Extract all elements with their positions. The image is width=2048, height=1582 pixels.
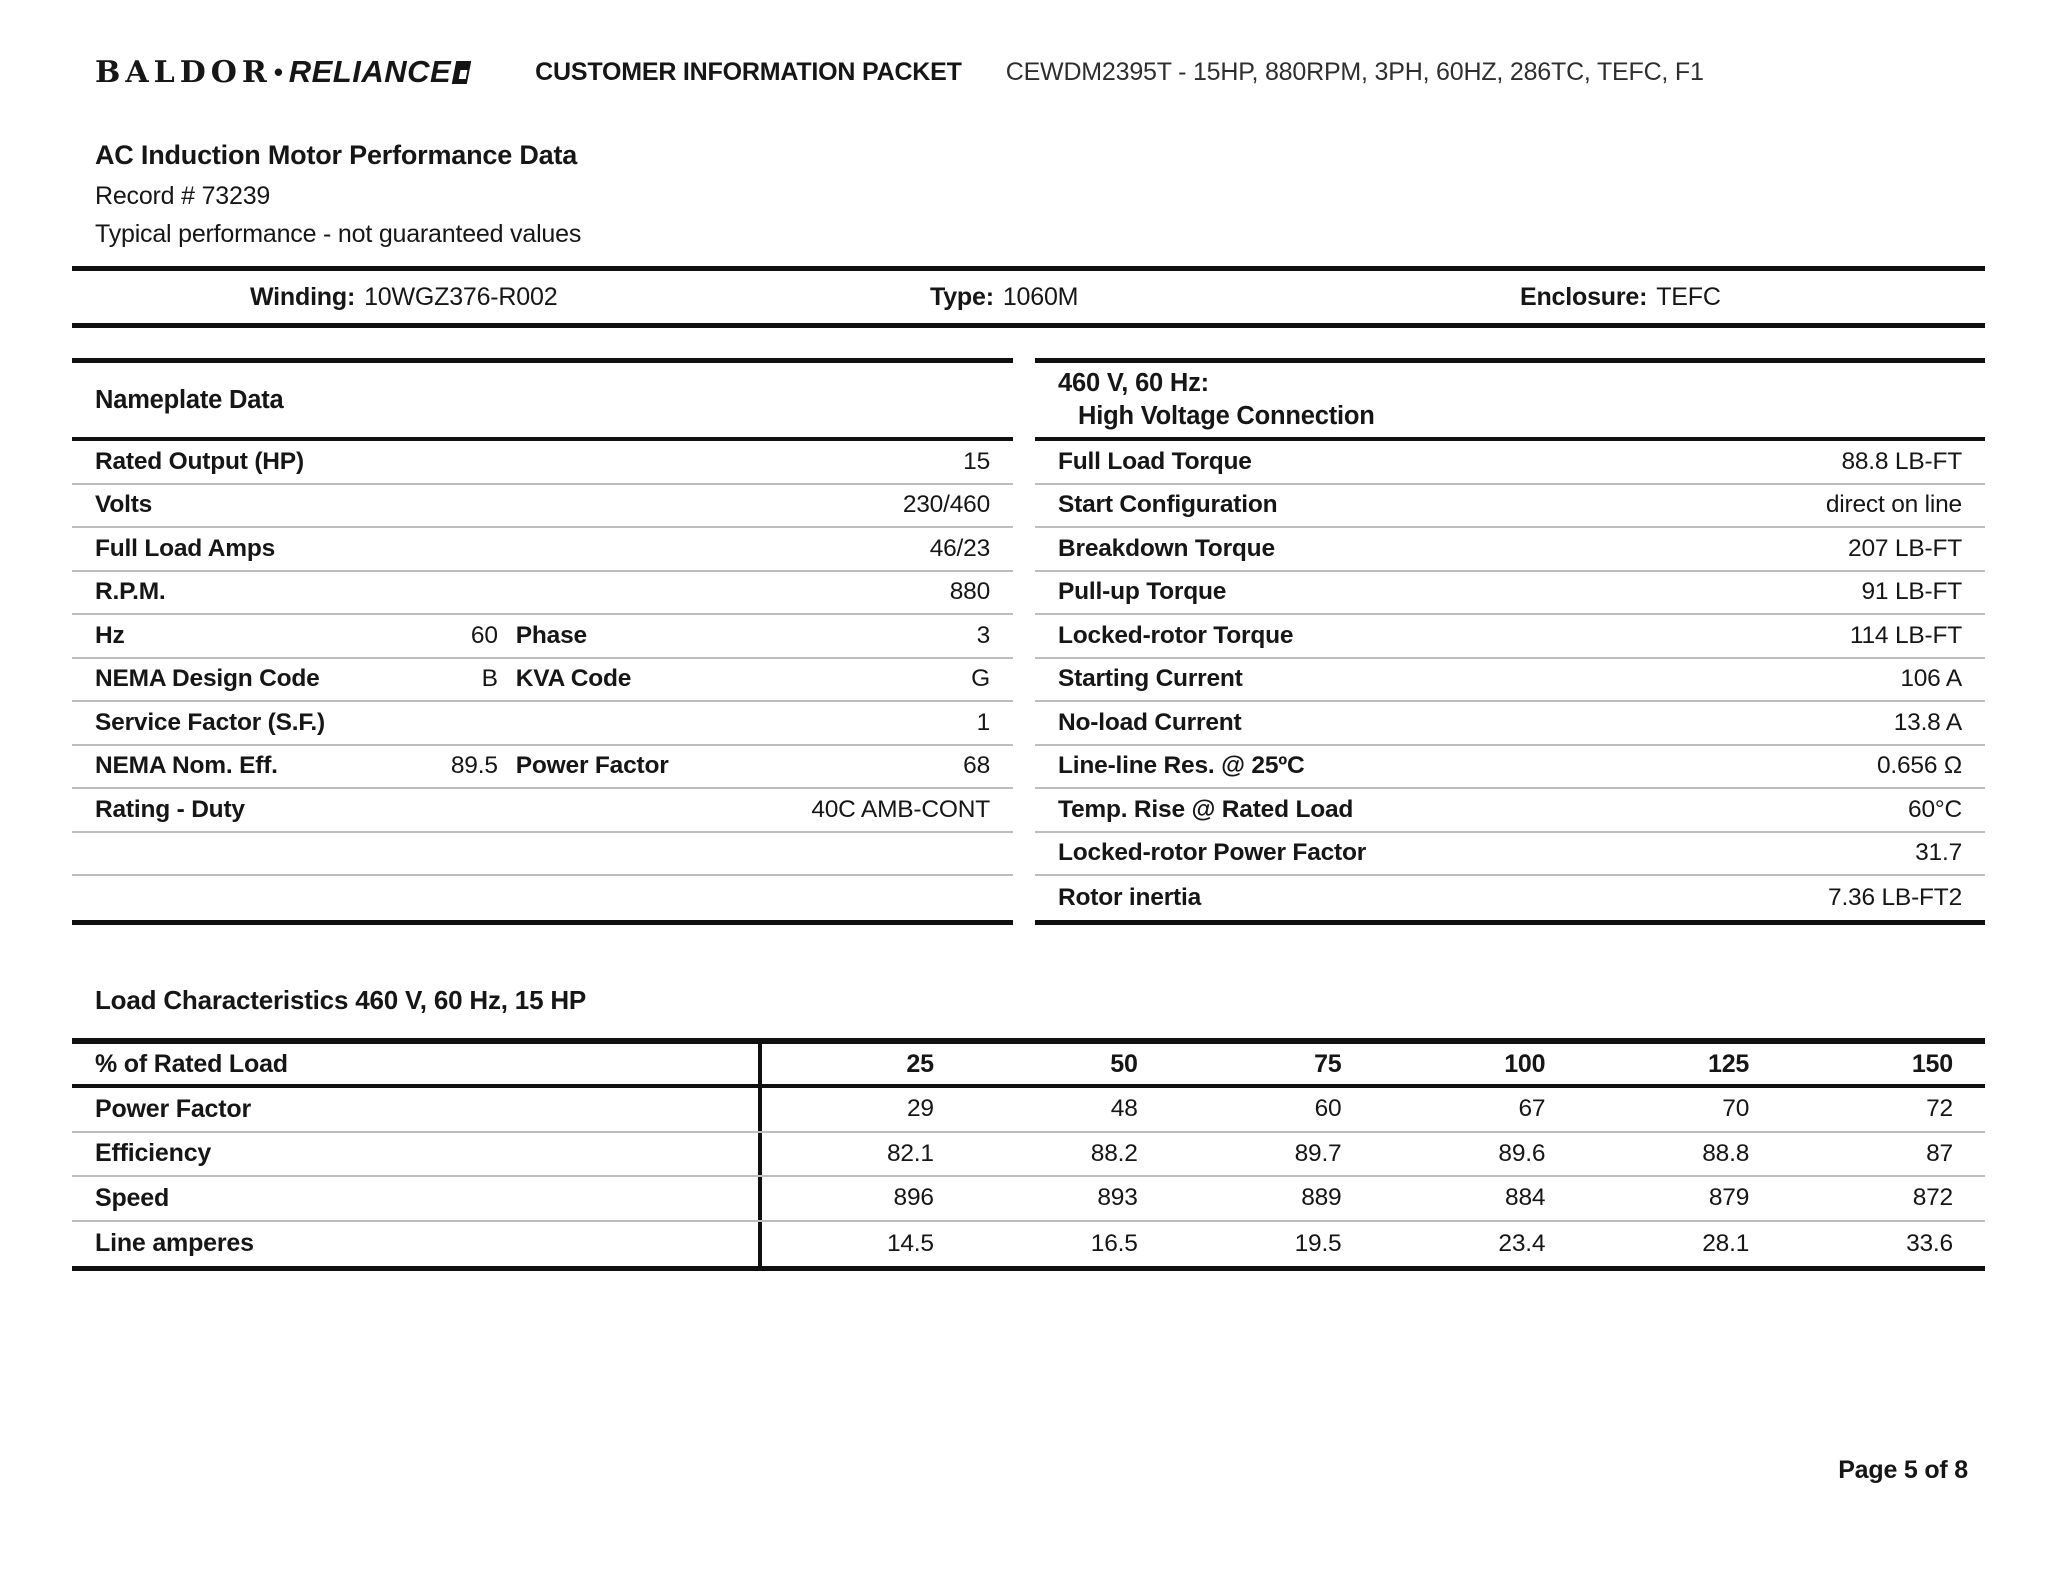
load-cell: 72 xyxy=(1926,1095,1953,1123)
high-voltage-row xyxy=(1035,659,1985,703)
load-cell: 29 xyxy=(906,1095,934,1123)
nameplate-row-right-half xyxy=(498,578,990,606)
load-column-header: 100 xyxy=(1504,1049,1546,1078)
hv-row-value: 207 LB-FT xyxy=(1848,534,1962,562)
hv-row-value: 88.8 LB-FT xyxy=(1841,447,1962,475)
winding-value: 10WGZ376-R002 xyxy=(364,282,558,311)
type-field xyxy=(930,271,1078,323)
high-voltage-table xyxy=(1035,358,1985,925)
load-table-row xyxy=(72,1133,1985,1178)
nameplate-row xyxy=(72,746,1013,790)
nameplate-row-label: Rating - Duty xyxy=(95,795,245,823)
load-row-values xyxy=(758,1088,1985,1131)
hv-heading-line1: 460 V, 60 Hz: xyxy=(1058,369,1209,397)
load-cell: 82.1 xyxy=(886,1139,934,1167)
hv-row-label: Starting Current xyxy=(1058,665,1243,693)
nameplate-row-label: Service Factor (S.F.) xyxy=(95,708,325,736)
load-table-header-label: % of Rated Load xyxy=(95,1049,288,1078)
load-cell: 87 xyxy=(1926,1139,1953,1167)
nameplate-row-value2: 46/23 xyxy=(929,534,990,562)
nameplate-table xyxy=(72,358,1013,925)
hv-heading-line2: High Voltage Connection xyxy=(1078,402,1375,430)
nameplate-row-right-half xyxy=(498,622,990,650)
hv-row-label: Pull-up Torque xyxy=(1058,578,1227,606)
load-cell: 884 xyxy=(1505,1184,1546,1212)
load-row-values xyxy=(758,1222,1985,1267)
load-cell: 19.5 xyxy=(1294,1229,1342,1257)
load-row-label: Power Factor xyxy=(95,1094,251,1123)
nameplate-row-right-half xyxy=(498,665,990,693)
load-column-header: 50 xyxy=(1110,1049,1138,1078)
hv-row-label: Temp. Rise @ Rated Load xyxy=(1058,795,1354,823)
nameplate-row xyxy=(72,528,1013,572)
nameplate-row xyxy=(72,659,1013,703)
high-voltage-row xyxy=(1035,528,1985,572)
nameplate-heading xyxy=(72,363,1013,441)
nameplate-row-right-half xyxy=(498,752,990,780)
nameplate-row-value2: 68 xyxy=(963,752,990,780)
nameplate-row-right-half xyxy=(498,448,990,476)
enclosure-label: Enclosure: xyxy=(1520,282,1648,311)
enclosure-field xyxy=(1520,271,1721,323)
nameplate-row-value1: 89.5 xyxy=(450,752,498,780)
enclosure-value: TEFC xyxy=(1656,282,1721,311)
nameplate-row-label: Volts xyxy=(95,491,153,519)
performance-tables xyxy=(72,358,1985,925)
nameplate-row-label: NEMA Nom. Eff. xyxy=(95,752,278,780)
winding-info-bar xyxy=(72,266,1985,328)
high-voltage-row xyxy=(1035,441,1985,485)
load-cell: 16.5 xyxy=(1090,1229,1138,1257)
high-voltage-row xyxy=(1035,746,1985,790)
high-voltage-heading xyxy=(1035,363,1985,441)
logo-reliance-text: RELIANCE xyxy=(288,54,452,89)
page-title: AC Induction Motor Performance Data xyxy=(95,140,578,170)
nameplate-row-label: NEMA Design Code xyxy=(95,665,320,693)
nameplate-row-label: R.P.M. xyxy=(95,578,166,606)
nameplate-row-value2: 880 xyxy=(949,578,990,606)
winding-label: Winding: xyxy=(250,282,356,311)
hv-row-value: 13.8 A xyxy=(1893,708,1962,736)
high-voltage-rows xyxy=(1035,441,1985,920)
hv-row-label: No-load Current xyxy=(1058,708,1242,736)
nameplate-row-label: Rated Output (HP) xyxy=(95,447,304,475)
hv-row-label: Rotor inertia xyxy=(1058,883,1202,911)
logo-baldor-text: BALDOR xyxy=(95,54,272,90)
load-cell: 88.8 xyxy=(1702,1139,1750,1167)
hv-row-value: 106 A xyxy=(1900,665,1962,693)
high-voltage-row xyxy=(1035,876,1985,920)
load-characteristics-table xyxy=(72,1038,1985,1271)
nameplate-heading-text: Nameplate Data xyxy=(95,385,284,414)
hv-row-value: direct on line xyxy=(1825,491,1962,519)
type-label: Type: xyxy=(930,282,994,311)
load-cell: 60 xyxy=(1314,1095,1342,1123)
nameplate-row-label2: Power Factor xyxy=(515,752,669,780)
load-cell: 33.6 xyxy=(1906,1229,1953,1257)
motor-model-line: CEWDM2395T - 15HP, 880RPM, 3PH, 60HZ, 286TC, TEFC, F1 xyxy=(1005,57,1704,86)
hv-row-label: Full Load Torque xyxy=(1058,447,1252,475)
nameplate-row-value1: B xyxy=(481,665,498,693)
nameplate-row-value2: 1 xyxy=(976,708,990,736)
load-column-header: 75 xyxy=(1314,1049,1342,1078)
load-column-header: 125 xyxy=(1708,1049,1750,1078)
title-block xyxy=(95,140,581,258)
load-row-label: Speed xyxy=(95,1183,170,1212)
load-table-row xyxy=(72,1088,1985,1133)
nameplate-row-value2: 230/460 xyxy=(902,491,990,519)
page-indicator: Page 5 of 8 xyxy=(1838,1456,1968,1484)
load-row-label: Line amperes xyxy=(95,1229,254,1258)
load-cell: 28.1 xyxy=(1702,1229,1750,1257)
load-cell: 893 xyxy=(1097,1184,1138,1212)
load-cell: 889 xyxy=(1301,1184,1342,1212)
nameplate-row xyxy=(72,789,1013,833)
hv-row-label: Line-line Res. @ 25ºC xyxy=(1058,752,1305,780)
high-voltage-row xyxy=(1035,833,1985,877)
nameplate-row-value2: 15 xyxy=(963,447,990,475)
nameplate-row-right-half xyxy=(498,709,990,737)
nameplate-row xyxy=(72,833,1013,877)
load-table-row xyxy=(72,1222,1985,1267)
nameplate-row xyxy=(72,485,1013,529)
load-table-row xyxy=(72,1177,1985,1222)
hv-row-label: Locked-rotor Power Factor xyxy=(1058,839,1367,867)
load-cell: 67 xyxy=(1518,1095,1546,1123)
nameplate-row-label: Hz xyxy=(95,621,125,649)
nameplate-row-value2: G xyxy=(971,665,990,693)
high-voltage-row xyxy=(1035,485,1985,529)
load-cell: 14.5 xyxy=(886,1229,934,1257)
nameplate-row xyxy=(72,702,1013,746)
load-cell: 872 xyxy=(1912,1184,1953,1212)
high-voltage-row xyxy=(1035,615,1985,659)
load-cell: 88.2 xyxy=(1090,1139,1138,1167)
load-row-values xyxy=(758,1177,1985,1220)
nameplate-row-label2: KVA Code xyxy=(515,665,632,693)
load-cell: 48 xyxy=(1110,1095,1138,1123)
load-table-header-columns xyxy=(758,1044,1985,1084)
load-table-header-row xyxy=(72,1044,1985,1088)
performance-note: Typical performance - not guaranteed values xyxy=(95,220,582,248)
winding-field xyxy=(250,271,557,323)
load-cell: 89.7 xyxy=(1294,1139,1342,1167)
nameplate-row xyxy=(72,441,1013,485)
hv-row-value: 60°C xyxy=(1908,795,1962,823)
high-voltage-row xyxy=(1035,572,1985,616)
hv-row-value: 0.656 Ω xyxy=(1876,752,1962,780)
load-column-header: 150 xyxy=(1911,1049,1953,1078)
nameplate-row-value1: 60 xyxy=(470,621,498,649)
load-row-label: Efficiency xyxy=(95,1139,212,1168)
nameplate-row xyxy=(72,572,1013,616)
packet-title: CUSTOMER INFORMATION PACKET xyxy=(535,57,962,86)
hv-row-value: 114 LB-FT xyxy=(1849,621,1962,649)
logo-dot-icon: • xyxy=(273,56,283,87)
hv-row-value: 31.7 xyxy=(1915,839,1962,867)
hv-row-value: 91 LB-FT xyxy=(1861,578,1962,606)
high-voltage-row xyxy=(1035,702,1985,746)
document-header xyxy=(95,54,1985,90)
load-row-values xyxy=(758,1133,1985,1176)
nameplate-row-right-half xyxy=(498,535,990,563)
nameplate-rows xyxy=(72,441,1013,920)
hv-row-label: Start Configuration xyxy=(1058,491,1278,519)
load-cell: 23.4 xyxy=(1498,1229,1546,1257)
nameplate-row-right-half xyxy=(498,491,990,519)
load-table-body xyxy=(72,1088,1985,1266)
baldor-reliance-logo xyxy=(95,54,469,90)
record-number: Record # 73239 xyxy=(95,182,271,210)
logo-mark-icon xyxy=(452,61,471,84)
load-cell: 70 xyxy=(1722,1095,1750,1123)
load-cell: 896 xyxy=(893,1184,934,1212)
hv-row-value: 7.36 LB-FT2 xyxy=(1828,883,1962,911)
nameplate-row xyxy=(72,615,1013,659)
hv-row-label: Breakdown Torque xyxy=(1058,534,1275,562)
load-cell: 89.6 xyxy=(1498,1139,1546,1167)
load-characteristics-heading: Load Characteristics 460 V, 60 Hz, 15 HP xyxy=(95,985,587,1015)
nameplate-row-value2: 40C AMB-CONT xyxy=(811,795,990,823)
load-cell: 879 xyxy=(1708,1184,1750,1212)
type-value: 1060M xyxy=(1002,282,1079,311)
high-voltage-row xyxy=(1035,789,1985,833)
nameplate-row xyxy=(72,876,1013,920)
nameplate-row-label: Full Load Amps xyxy=(95,534,276,562)
hv-row-label: Locked-rotor Torque xyxy=(1058,621,1294,649)
load-column-header: 25 xyxy=(906,1049,934,1078)
nameplate-row-value2: 3 xyxy=(976,621,990,649)
nameplate-row-label2: Phase xyxy=(515,621,587,649)
nameplate-row-right-half xyxy=(498,796,990,824)
